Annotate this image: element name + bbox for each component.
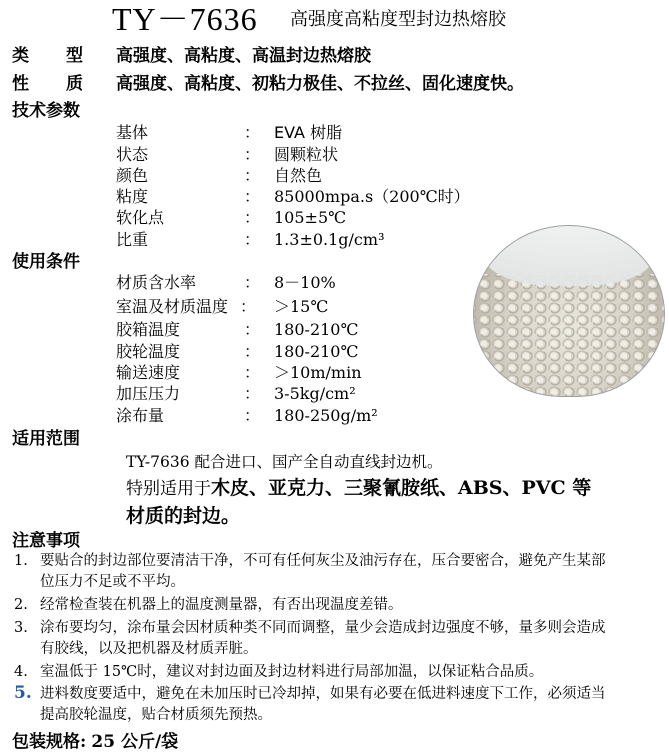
condition-name: 加压压力: [116, 384, 181, 403]
scope-line-2-materials: 木皮、亚克力、三聚氰胺纸、ABS、PVC 等: [211, 477, 592, 499]
note-text: 位压力不足或不平均。: [40, 574, 185, 590]
param-name: 比重: [116, 230, 149, 249]
packaging: [12, 729, 178, 755]
param-colon: ：: [244, 187, 261, 206]
param-value: 圆颗粒状: [274, 145, 339, 164]
note-text: 室温低于 15℃时，建议对封边面及封边材料进行局部加温，以保证粘合品质。: [40, 664, 544, 680]
param-value: 85000mpa.s（200℃时）: [274, 187, 470, 206]
notes-label: 注意事项: [12, 531, 80, 551]
param-colon: ：: [244, 166, 261, 185]
condition-colon: ：: [244, 406, 261, 425]
type-value: 高强度、高粘度、高温封边热熔胶: [116, 46, 371, 66]
note-text: 进料数度要适中，避免在未加压时已冷却掉，如果有必要在低进料速度下工作，必须适当: [40, 686, 606, 702]
param-colon: ：: [244, 208, 261, 227]
param-name: 粘度: [116, 187, 149, 206]
condition-colon: ：: [244, 363, 261, 382]
condition-value: ＞10m/min: [274, 363, 362, 382]
product-model: TY－7636: [112, 1, 258, 37]
param-value: 105±5℃: [274, 208, 347, 227]
param-name: 状态: [116, 145, 149, 164]
condition-value: 180-210℃: [274, 320, 359, 339]
param-colon: ：: [244, 145, 261, 164]
param-value: 1.3±0.1g/cm³: [274, 230, 385, 249]
condition-value: ＞15℃: [274, 297, 329, 316]
type-label: 类 型: [12, 46, 84, 66]
note-number: 1.: [14, 553, 28, 569]
param-colon: ：: [244, 123, 261, 142]
scope-line-3: 材质的封边。: [126, 505, 241, 527]
param-name: 颜色: [116, 166, 149, 185]
condition-name: 涂布量: [116, 406, 165, 425]
condition-name: 胶轮温度: [116, 342, 181, 361]
note-text: 涂布要均匀，涂布量会因材质种类不同而调整，量少会造成封边强度不够，量多则会造成: [40, 620, 606, 636]
condition-name: 输送速度: [116, 363, 181, 382]
scope-label: 适用范围: [12, 429, 80, 449]
condition-value: 8－10%: [274, 273, 336, 292]
bowl-rim-highlight: [484, 226, 654, 286]
condition-colon: ：: [244, 273, 261, 292]
tech-params-label: 技术参数: [12, 101, 80, 121]
pellets-texture: [474, 274, 664, 396]
condition-name: 室温及材质温度: [116, 297, 229, 316]
product-photo-bowl: [473, 225, 665, 397]
param-name: 软化点: [116, 208, 165, 227]
conditions-label: 使用条件: [12, 252, 80, 272]
param-value: 自然色: [274, 166, 323, 185]
condition-colon: ：: [244, 320, 261, 339]
condition-colon: ：: [240, 297, 257, 316]
nature-value: 高强度、高粘度、初粘力极佳、不拉丝、固化速度快。: [116, 74, 524, 94]
note-text: 经常检查装在机器上的温度测量器，有否出现温度差错。: [40, 597, 403, 613]
note-text: 有胶线，以及把机器及材质弄脏。: [40, 641, 258, 657]
condition-colon: ：: [244, 342, 261, 361]
note-number: 3.: [14, 620, 28, 636]
condition-value: 3-5kg/cm²: [274, 384, 356, 403]
packaging-value: 25 公斤/袋: [91, 732, 179, 752]
condition-name: 材质含水率: [116, 273, 197, 292]
condition-value: 180-210℃: [274, 342, 359, 361]
scope-line-2: [126, 474, 591, 503]
nature-label: 性 质: [12, 74, 84, 94]
condition-colon: ：: [244, 384, 261, 403]
note-number: 4.: [14, 664, 28, 680]
note-text: 要贴合的封边部位要清洁干净，不可有任何灰尘及油污存在，压合要密合，避免产生某部: [40, 553, 606, 569]
product-subtitle: 高强度高粘度型封边热熔胶: [290, 9, 506, 30]
scope-line-1: TY-7636 配合进口、国产全自动直线封边机。: [126, 453, 443, 471]
note-text: 提高胶轮温度，贴合材质须先预热。: [40, 707, 272, 723]
scope-line-2-prefix: 特别适用于: [126, 479, 211, 499]
condition-value: 180-250g/m²: [274, 406, 378, 425]
param-colon: ：: [244, 230, 261, 249]
note-number: 2.: [14, 597, 28, 613]
param-name: 基体: [116, 123, 149, 142]
packaging-label: 包装规格:: [12, 732, 87, 752]
condition-name: 胶箱温度: [116, 320, 181, 339]
param-value: EVA 树脂: [274, 123, 343, 142]
note-number: 5.: [14, 683, 32, 703]
